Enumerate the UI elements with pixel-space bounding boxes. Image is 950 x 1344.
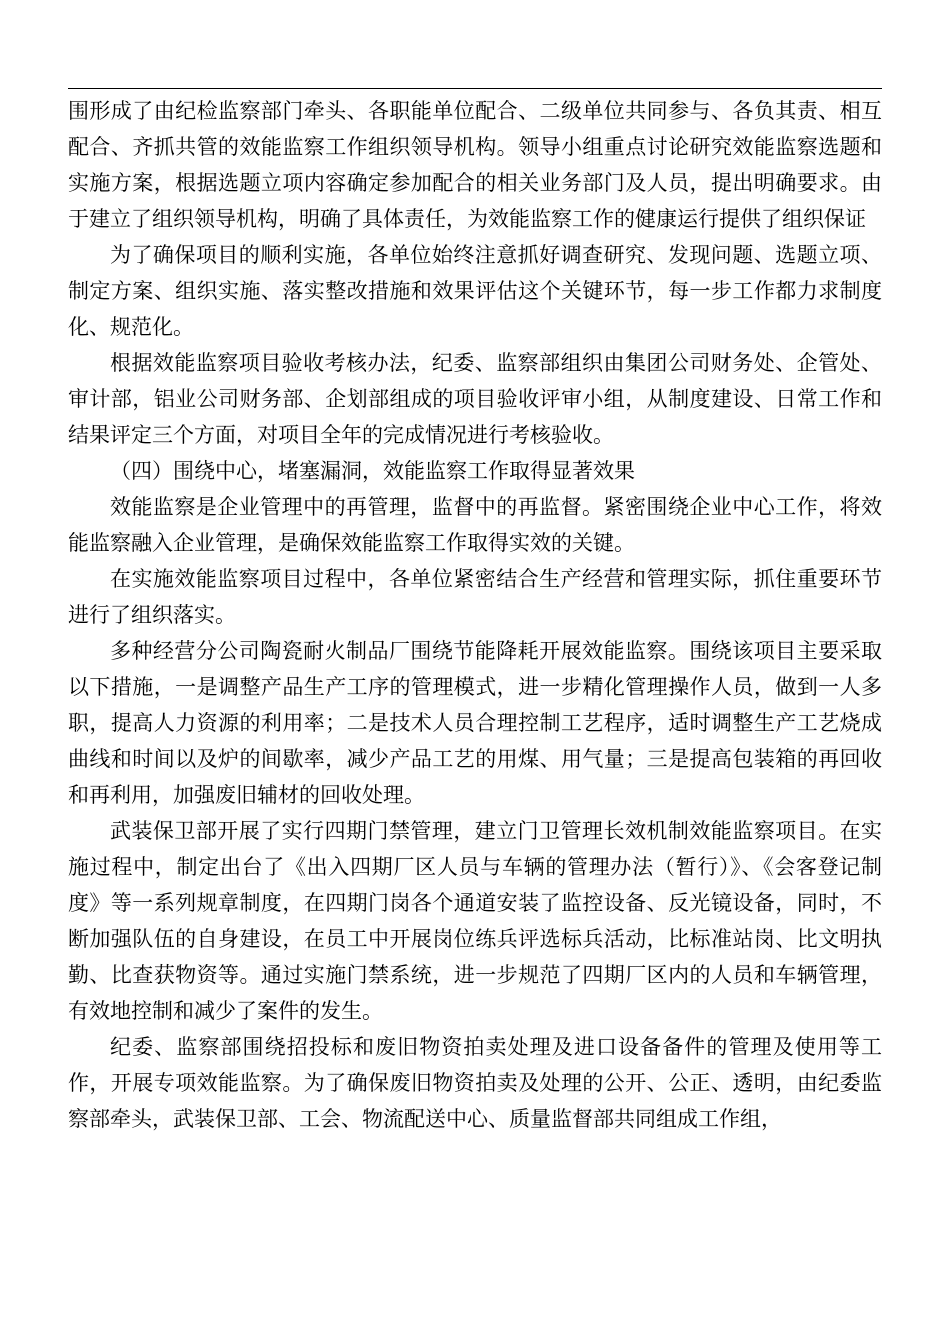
- section-heading: （四）围绕中心，堵塞漏洞，效能监察工作取得显著效果: [110, 459, 635, 483]
- paragraph-continued: 围形成了由纪检监察部门牵头、各职能单位配合、二级单位共同参与、各负其责、相互配合、齐抓共管的效能监察工作组织领导机构。领导小组重点讨论研究效能监察选题和实施方案，根据选题立项内容确定参加配合的相关业务部门及人员，提出明确要求。由于建立了组织领导机构，明确了具体责任，为效能监察工作的健康运行提供了组织保证: [68, 99, 882, 231]
- paragraph: 效能监察是企业管理中的再管理，监督中的再监督。紧密围绕企业中心工作，将效能监察融入企业管理，是确保效能监察工作取得实效的关键。: [68, 495, 882, 555]
- paragraph: 在实施效能监察项目过程中，各单位紧密结合生产经营和管理实际，抓住重要环节进行了组织落实。: [68, 567, 882, 627]
- paragraph: 武装保卫部开展了实行四期门禁管理，建立门卫管理长效机制效能监察项目。在实施过程中，制定出台了《出入四期厂区人员与车辆的管理办法（暂行）》、《会客登记制度》等一系列规章制度，在四期门岗各个通道安装了监控设备、反光镜设备，同时，不断加强队伍的自身建设，在员工中开展岗位练兵评选标兵活动，比标准站岗、比文明执勤、比查获物资等。通过实施门禁系统，进一步规范了四期厂区内的人员和车辆管理，有效地控制和减少了案件的发生。: [68, 819, 882, 1023]
- paragraph: 为了确保项目的顺利实施，各单位始终注意抓好调查研究、发现问题、选题立项、制定方案、组织实施、落实整改措施和效果评估这个关键环节，每一步工作都力求制度化、规范化。: [68, 243, 882, 339]
- paragraph: 多种经营分公司陶瓷耐火制品厂围绕节能降耗开展效能监察。围绕该项目主要采取以下措施，一是调整产品生产工序的管理模式，进一步精化管理操作人员，做到一人多职，提高人力资源的利用率；二是技术人员合理控制工艺程序，适时调整生产工艺烧成曲线和时间以及炉的间歇率，减少产品工艺的用煤、用气量；三是提高包装箱的再回收和再利用，加强废旧辅材的回收处理。: [68, 639, 882, 807]
- header-rule: [68, 88, 882, 89]
- paragraph: 纪委、监察部围绕招投标和废旧物资拍卖处理及进口设备备件的管理及使用等工作，开展专项效能监察。为了确保废旧物资拍卖及处理的公开、公正、透明，由纪委监察部牵头，武装保卫部、工会、物流配送中心、质量监督部共同组成工作组，: [68, 1035, 882, 1131]
- paragraph: 根据效能监察项目验收考核办法，纪委、监察部组织由集团公司财务处、企管处、审计部，铝业公司财务部、企划部组成的项目验收评审小组，从制度建设、日常工作和结果评定三个方面，对项目全年的完成情况进行考核验收。: [68, 351, 882, 447]
- document-body: [68, 93, 882, 1137]
